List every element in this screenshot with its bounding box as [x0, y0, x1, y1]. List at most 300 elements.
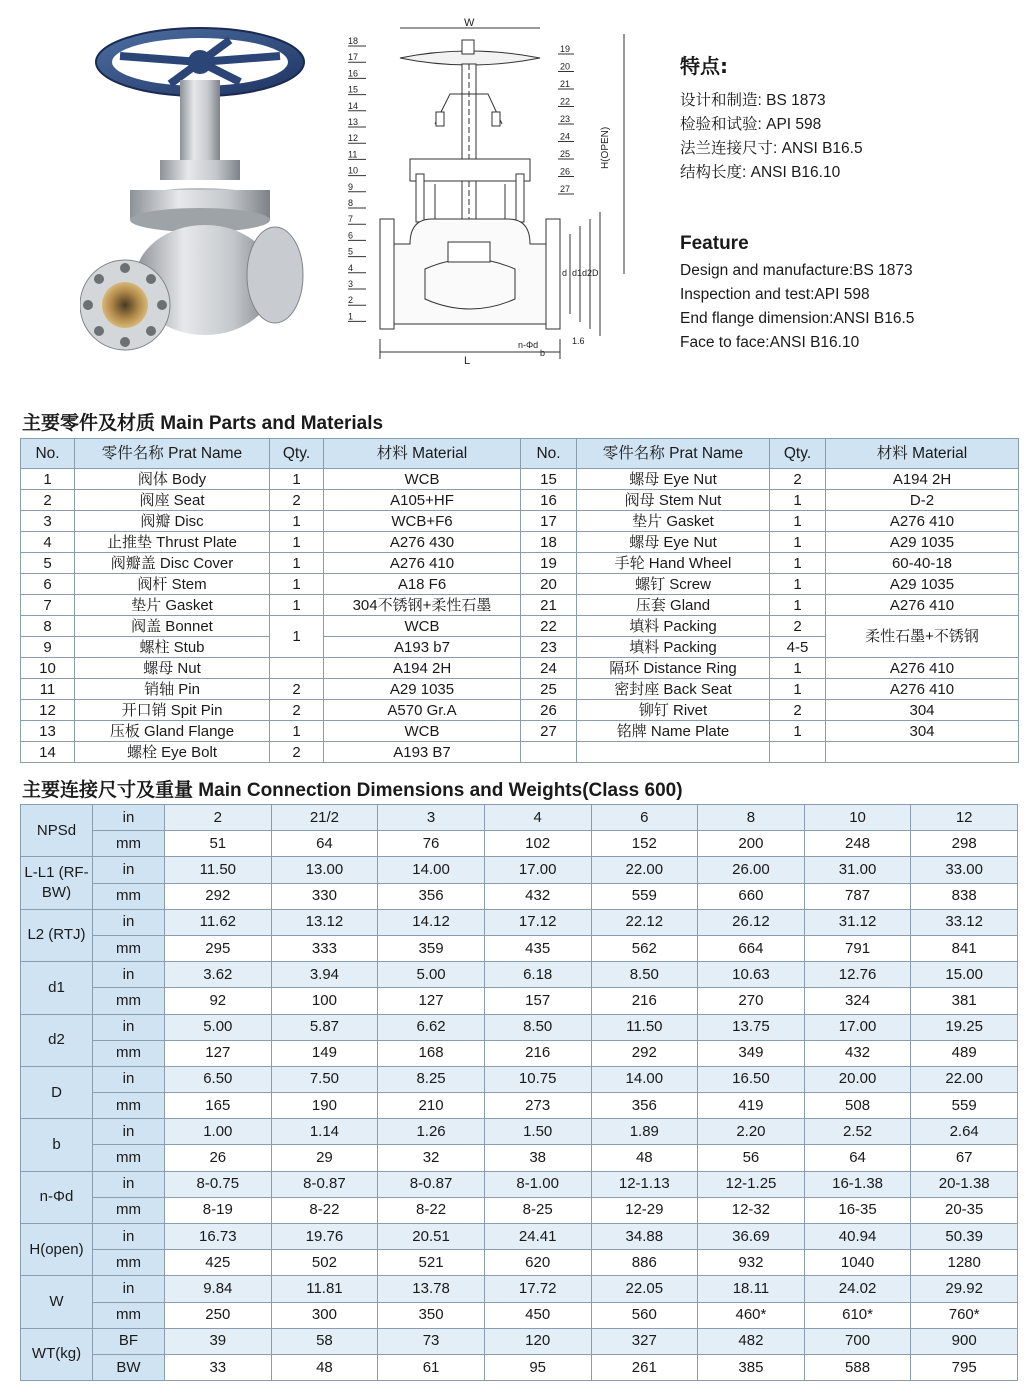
dim-value-cell: 58 — [271, 1328, 378, 1354]
parts-header-cell: 材料 Material — [324, 439, 521, 469]
table-row — [21, 1302, 1018, 1328]
parts-cell: A193 b7 — [324, 637, 521, 658]
table-row — [21, 595, 1019, 616]
parts-cell: 6 — [21, 574, 75, 595]
dim-unit-cell: in — [93, 962, 165, 988]
dim-value-cell: 12-32 — [698, 1197, 805, 1223]
parts-cell: A276 410 — [826, 658, 1019, 679]
dim-value-cell: 13.75 — [698, 1014, 805, 1040]
dim-unit-cell: mm — [93, 988, 165, 1014]
dim-row-label: NPSd — [21, 805, 93, 857]
parts-cell: 1 — [270, 721, 324, 742]
table-row — [21, 553, 1019, 574]
dim-value-cell: 333 — [271, 935, 378, 961]
dim-value-cell: 5.00 — [165, 1014, 272, 1040]
dim-value-cell: 3.94 — [271, 962, 378, 988]
dim-row-label: H(open) — [21, 1224, 93, 1276]
dim-value-cell: 521 — [378, 1250, 485, 1276]
parts-cell: 8 — [21, 616, 75, 637]
dim-value-cell: 29.92 — [911, 1276, 1018, 1302]
parts-cell: 螺柱 Stub — [75, 637, 270, 658]
dim-unit-cell: in — [93, 805, 165, 831]
parts-cell: 压套 Gland — [577, 595, 770, 616]
dim-value-cell: 261 — [591, 1354, 698, 1380]
dim-b-label: b — [540, 348, 546, 358]
parts-cell: 2 — [770, 469, 826, 490]
parts-cell: 1 — [770, 721, 826, 742]
dim-value-cell: 298 — [911, 831, 1018, 857]
table-row — [21, 616, 1019, 637]
parts-header-cell: Qty. — [770, 439, 826, 469]
parts-cell: 2 — [770, 616, 826, 637]
dim-unit-cell: mm — [93, 1040, 165, 1066]
feature-line-en: Inspection and test:API 598 — [680, 286, 870, 303]
dim-row-label: L-L1 (RF-BW) — [21, 857, 93, 909]
table-row — [21, 909, 1018, 935]
dim-value-cell: 95 — [484, 1354, 591, 1380]
left-callouts — [348, 36, 366, 321]
table-row — [21, 1066, 1018, 1092]
callout-number: 20 — [560, 61, 571, 72]
dim-value-cell: 8.25 — [378, 1066, 485, 1092]
dim-value-cell: 273 — [484, 1093, 591, 1119]
table-row — [21, 805, 1018, 831]
dim-value-cell: 4 — [484, 805, 591, 831]
feature-line-en: Face to face:ANSI B16.10 — [680, 334, 860, 351]
dim-value-cell: 210 — [378, 1093, 485, 1119]
dim-value-cell: 20.00 — [804, 1066, 911, 1092]
parts-cell: A29 1035 — [826, 532, 1019, 553]
parts-cell: 18 — [521, 532, 577, 553]
parts-cell: WCB — [324, 469, 521, 490]
dim-value-cell: 216 — [591, 988, 698, 1014]
dim-value-cell: 327 — [591, 1328, 698, 1354]
callout-number: 14 — [348, 100, 359, 111]
parts-cell — [826, 742, 1019, 763]
dim-value-cell: 157 — [484, 988, 591, 1014]
dim-value-cell: 14.00 — [591, 1066, 698, 1092]
dim-value-cell: 886 — [591, 1250, 698, 1276]
callout-number: 21 — [560, 79, 571, 89]
parts-cell: 螺母 Eye Nut — [577, 532, 770, 553]
dim-value-cell: 31.00 — [804, 857, 911, 883]
parts-cell: 27 — [521, 721, 577, 742]
features-panel — [680, 50, 1020, 355]
table-row — [21, 1197, 1018, 1223]
dim-value-cell: 482 — [698, 1328, 805, 1354]
dim-value-cell: 1.14 — [271, 1119, 378, 1145]
callout-number: 16 — [348, 68, 359, 79]
dim-value-cell: 12-1.13 — [591, 1171, 698, 1197]
dim-value-cell: 9.84 — [165, 1276, 272, 1302]
dim-value-cell: 1040 — [804, 1250, 911, 1276]
callout-number: 5 — [348, 246, 354, 257]
dim-value-cell: 24.02 — [804, 1276, 911, 1302]
parts-cell: A276 430 — [324, 532, 521, 553]
parts-cell: 阀座 Seat — [75, 490, 270, 511]
callout-number: 24 — [560, 131, 571, 142]
parts-cell: 2 — [270, 679, 324, 700]
table-row — [21, 1040, 1018, 1066]
dim-nd-label: n-Φd — [518, 340, 539, 350]
parts-cell: 20 — [521, 574, 577, 595]
dim-value-cell: 10.75 — [484, 1066, 591, 1092]
dim-row-label: d1 — [21, 962, 93, 1014]
table-row — [21, 935, 1018, 961]
dim-value-cell: 190 — [271, 1093, 378, 1119]
dim-value-cell: 8-0.75 — [165, 1171, 272, 1197]
parts-cell: WCB — [324, 616, 521, 637]
parts-cell: 2 — [270, 700, 324, 721]
dim-value-cell: 8-22 — [271, 1197, 378, 1223]
dim-value-cell: 2.64 — [911, 1119, 1018, 1145]
parts-cell: 1 — [270, 616, 324, 658]
parts-cell: A105+HF — [324, 490, 521, 511]
dim-value-cell: 152 — [591, 831, 698, 857]
parts-cell: 止推垫 Thrust Plate — [75, 532, 270, 553]
dim-row-label: WT(kg) — [21, 1328, 93, 1380]
dim-value-cell: 425 — [165, 1250, 272, 1276]
parts-cell: 2 — [270, 742, 324, 763]
parts-cell: 26 — [521, 700, 577, 721]
table-row — [21, 1250, 1018, 1276]
callout-number: 26 — [560, 166, 571, 177]
dim-value-cell: 359 — [378, 935, 485, 961]
dim-value-cell: 120 — [484, 1328, 591, 1354]
dim-D-label: D — [592, 268, 599, 278]
callout-number: 8 — [348, 198, 354, 208]
dim-value-cell: 292 — [591, 1040, 698, 1066]
table-row — [21, 1119, 1018, 1145]
dim-value-cell: 300 — [271, 1302, 378, 1328]
dim-value-cell: 450 — [484, 1302, 591, 1328]
dim-value-cell: 48 — [591, 1145, 698, 1171]
dim-value-cell: 8-25 — [484, 1197, 591, 1223]
dim-value-cell: 489 — [911, 1040, 1018, 1066]
dim-h-label: H(OPEN) — [600, 126, 611, 169]
callout-number: 23 — [560, 114, 571, 124]
dim-value-cell: 502 — [271, 1250, 378, 1276]
dim-value-cell: 900 — [911, 1328, 1018, 1354]
parts-cell: 柔性石墨+不锈钢 — [826, 616, 1019, 658]
parts-cell: 垫片 Gasket — [75, 595, 270, 616]
parts-cell: 1 — [770, 658, 826, 679]
parts-cell: A570 Gr.A — [324, 700, 521, 721]
dim-unit-cell: in — [93, 1119, 165, 1145]
dim-value-cell: 11.62 — [165, 909, 272, 935]
dim-unit-cell: mm — [93, 1302, 165, 1328]
table-row — [21, 700, 1019, 721]
dim-value-cell: 2 — [165, 805, 272, 831]
dim-value-cell: 16.73 — [165, 1224, 272, 1250]
dim-value-cell: 11.50 — [591, 1014, 698, 1040]
dim-value-cell: 22.05 — [591, 1276, 698, 1302]
parts-cell — [770, 742, 826, 763]
dim-value-cell: 419 — [698, 1093, 805, 1119]
dim-value-cell: 11.50 — [165, 857, 272, 883]
dim-value-cell: 1.00 — [165, 1119, 272, 1145]
dim-value-cell: 92 — [165, 988, 272, 1014]
dim-value-cell: 349 — [698, 1040, 805, 1066]
parts-cell: 垫片 Gasket — [577, 511, 770, 532]
dim-value-cell: 32 — [378, 1145, 485, 1171]
dim-value-cell: 127 — [165, 1040, 272, 1066]
table-row — [21, 721, 1019, 742]
dim-value-cell: 10.63 — [698, 962, 805, 988]
dim-unit-cell: mm — [93, 935, 165, 961]
dim-value-cell: 381 — [911, 988, 1018, 1014]
dim-t-label: 1.6 — [572, 336, 585, 346]
dim-value-cell: 64 — [804, 1145, 911, 1171]
dim-value-cell: 10 — [804, 805, 911, 831]
dim-value-cell: 12 — [911, 805, 1018, 831]
dim-value-cell: 560 — [591, 1302, 698, 1328]
dims-section-title — [22, 775, 683, 802]
parts-cell: 9 — [21, 637, 75, 658]
dim-value-cell: 56 — [698, 1145, 805, 1171]
dim-value-cell: 3 — [378, 805, 485, 831]
dim-value-cell: 127 — [378, 988, 485, 1014]
dim-value-cell: 22.00 — [911, 1066, 1018, 1092]
dim-value-cell: 17.00 — [484, 857, 591, 883]
callout-number: 2 — [348, 295, 354, 306]
parts-cell: 密封座 Back Seat — [577, 679, 770, 700]
parts-cell: 阀盖 Bonnet — [75, 616, 270, 637]
table-row — [21, 1328, 1018, 1354]
callout-number: 1 — [348, 311, 354, 322]
dim-value-cell: 61 — [378, 1354, 485, 1380]
parts-section-title — [22, 408, 383, 435]
parts-cell: 阀母 Stem Nut — [577, 490, 770, 511]
table-row — [21, 1276, 1018, 1302]
parts-cell: A193 B7 — [324, 742, 521, 763]
parts-cell: D-2 — [826, 490, 1019, 511]
parts-cell: 25 — [521, 679, 577, 700]
dim-value-cell: 385 — [698, 1354, 805, 1380]
dim-unit-cell: in — [93, 1224, 165, 1250]
parts-cell: A29 1035 — [826, 574, 1019, 595]
parts-cell: 3 — [21, 511, 75, 532]
parts-header-cell: 零件名称 Prat Name — [75, 439, 270, 469]
dim-value-cell: 50.39 — [911, 1224, 1018, 1250]
parts-cell: A18 F6 — [324, 574, 521, 595]
parts-cell: 10 — [21, 658, 75, 679]
parts-cell: 1 — [21, 469, 75, 490]
table-row — [21, 1171, 1018, 1197]
dim-value-cell: 48 — [271, 1354, 378, 1380]
dim-value-cell: 64 — [271, 831, 378, 857]
callout-number: 11 — [348, 149, 358, 160]
parts-cell: 12 — [21, 700, 75, 721]
parts-cell: 1 — [270, 532, 324, 553]
dim-value-cell: 270 — [698, 988, 805, 1014]
dim-value-cell: 21/2 — [271, 805, 378, 831]
callout-number: 22 — [560, 96, 571, 107]
callout-number: 7 — [348, 214, 354, 225]
dim-value-cell: 8-22 — [378, 1197, 485, 1223]
parts-cell: 1 — [270, 595, 324, 616]
dim-value-cell: 562 — [591, 935, 698, 961]
dim-value-cell: 17.00 — [804, 1014, 911, 1040]
valve-cross-section-drawing — [340, 14, 650, 374]
dim-value-cell: 200 — [698, 831, 805, 857]
dim-unit-cell: in — [93, 1066, 165, 1092]
dim-value-cell: 20-35 — [911, 1197, 1018, 1223]
table-row — [21, 1145, 1018, 1171]
dim-value-cell: 292 — [165, 883, 272, 909]
parts-cell: 19 — [521, 553, 577, 574]
dim-value-cell: 8.50 — [484, 1014, 591, 1040]
table-row — [21, 658, 1019, 679]
dim-value-cell: 8.50 — [591, 962, 698, 988]
dim-unit-cell: mm — [93, 1250, 165, 1276]
callout-number: 25 — [560, 149, 571, 159]
dim-value-cell: 39 — [165, 1328, 272, 1354]
parts-cell: 17 — [521, 511, 577, 532]
parts-header-cell: No. — [21, 439, 75, 469]
dim-value-cell: 7.50 — [271, 1066, 378, 1092]
table-row — [21, 511, 1019, 532]
parts-cell: 13 — [21, 721, 75, 742]
dim-unit-cell: mm — [93, 831, 165, 857]
parts-cell: 1 — [770, 532, 826, 553]
parts-cell: 铭牌 Name Plate — [577, 721, 770, 742]
dim-value-cell: 67 — [911, 1145, 1018, 1171]
dim-value-cell: 22.00 — [591, 857, 698, 883]
dim-value-cell: 2.52 — [804, 1119, 911, 1145]
dim-value-cell: 29 — [271, 1145, 378, 1171]
dim-value-cell: 33.00 — [911, 857, 1018, 883]
parts-cell: 1 — [770, 574, 826, 595]
dim-row-label: b — [21, 1119, 93, 1171]
parts-cell: 5 — [21, 553, 75, 574]
parts-cell: 填料 Packing — [577, 637, 770, 658]
dims-title-cn: 主要连接尺寸及重量 — [22, 779, 194, 801]
callout-number: 27 — [560, 184, 571, 194]
dim-value-cell: 508 — [804, 1093, 911, 1119]
parts-cell: 60-40-18 — [826, 553, 1019, 574]
dim-value-cell: 2.20 — [698, 1119, 805, 1145]
parts-cell: 填料 Packing — [577, 616, 770, 637]
table-row — [21, 988, 1018, 1014]
parts-cell: 阀瓣 Disc — [75, 511, 270, 532]
dim-value-cell: 8 — [698, 805, 805, 831]
table-row — [21, 532, 1019, 553]
dim-unit-cell: BF — [93, 1328, 165, 1354]
parts-cell: A276 410 — [826, 511, 1019, 532]
dim-value-cell: 17.12 — [484, 909, 591, 935]
parts-cell: 1 — [270, 574, 324, 595]
dim-value-cell: 356 — [591, 1093, 698, 1119]
parts-cell: 1 — [270, 511, 324, 532]
dim-value-cell: 102 — [484, 831, 591, 857]
dim-value-cell: 5.87 — [271, 1014, 378, 1040]
parts-cell: 螺母 Eye Nut — [577, 469, 770, 490]
table-row — [21, 831, 1018, 857]
dim-value-cell: 149 — [271, 1040, 378, 1066]
dim-value-cell: 6.62 — [378, 1014, 485, 1040]
dim-row-label: L2 (RTJ) — [21, 909, 93, 961]
parts-cell: 手轮 Hand Wheel — [577, 553, 770, 574]
parts-cell — [577, 742, 770, 763]
parts-cell: 阀杆 Stem — [75, 574, 270, 595]
parts-cell: 螺栓 Eye Bolt — [75, 742, 270, 763]
dim-value-cell: 36.69 — [698, 1224, 805, 1250]
parts-cell: 1 — [770, 511, 826, 532]
feature-line-en: End flange dimension:ANSI B16.5 — [680, 310, 915, 327]
dim-value-cell: 932 — [698, 1250, 805, 1276]
parts-cell: 2 — [21, 490, 75, 511]
dim-value-cell: 795 — [911, 1354, 1018, 1380]
parts-cell: 1 — [770, 553, 826, 574]
parts-cell: 22 — [521, 616, 577, 637]
feature-line-en: Design and manufacture:BS 1873 — [680, 262, 913, 279]
feature-line-cn: 设计和制造: BS 1873 — [680, 92, 826, 109]
feature-line-cn: 法兰连接尺寸: ANSI B16.5 — [680, 140, 863, 157]
dim-value-cell: 330 — [271, 883, 378, 909]
parts-cell: 15 — [521, 469, 577, 490]
valve-photo — [80, 20, 320, 370]
callout-number: 4 — [348, 262, 354, 273]
dim-value-cell: 17.72 — [484, 1276, 591, 1302]
dim-value-cell: 620 — [484, 1250, 591, 1276]
dim-value-cell: 24.41 — [484, 1224, 591, 1250]
dim-row-label: d2 — [21, 1014, 93, 1066]
dim-row-label: n-Φd — [21, 1171, 93, 1223]
feature-line-cn: 结构长度: ANSI B16.10 — [680, 164, 841, 181]
dim-value-cell: 16.50 — [698, 1066, 805, 1092]
dim-value-cell: 1280 — [911, 1250, 1018, 1276]
parts-cell: 4-5 — [770, 637, 826, 658]
dim-unit-cell: mm — [93, 883, 165, 909]
dim-d2-label: d2 — [582, 268, 593, 278]
parts-cell: 11 — [21, 679, 75, 700]
dim-value-cell: 841 — [911, 935, 1018, 961]
parts-header-cell: 零件名称 Prat Name — [577, 439, 770, 469]
dim-value-cell: 6 — [591, 805, 698, 831]
dim-value-cell: 8-0.87 — [271, 1171, 378, 1197]
parts-cell: 14 — [21, 742, 75, 763]
feature-line-cn: 检验和试验: API 598 — [680, 116, 822, 133]
callout-number: 6 — [348, 230, 354, 241]
dim-value-cell: 559 — [911, 1093, 1018, 1119]
features-title-cn: 特点: — [680, 54, 728, 78]
parts-title-en: Main Parts and Materials — [160, 413, 384, 434]
parts-cell: 1 — [770, 490, 826, 511]
dim-d1-label: d1 — [572, 268, 583, 278]
dim-value-cell: 40.94 — [804, 1224, 911, 1250]
dim-value-cell: 356 — [378, 883, 485, 909]
parts-cell — [521, 742, 577, 763]
dim-unit-cell: mm — [93, 1145, 165, 1171]
callout-number: 18 — [348, 36, 359, 46]
parts-cell: WCB+F6 — [324, 511, 521, 532]
dim-value-cell: 19.25 — [911, 1014, 1018, 1040]
dim-value-cell: 18.11 — [698, 1276, 805, 1302]
table-row — [21, 857, 1018, 883]
parts-cell: 2 — [770, 700, 826, 721]
dim-value-cell: 1.26 — [378, 1119, 485, 1145]
dim-value-cell: 760* — [911, 1302, 1018, 1328]
dim-value-cell: 11.81 — [271, 1276, 378, 1302]
table-row — [21, 469, 1019, 490]
dim-value-cell: 324 — [804, 988, 911, 1014]
dim-unit-cell: in — [93, 857, 165, 883]
callout-number: 17 — [348, 52, 359, 63]
dim-value-cell: 610* — [804, 1302, 911, 1328]
table-row — [21, 742, 1019, 763]
parts-cell: A276 410 — [826, 679, 1019, 700]
